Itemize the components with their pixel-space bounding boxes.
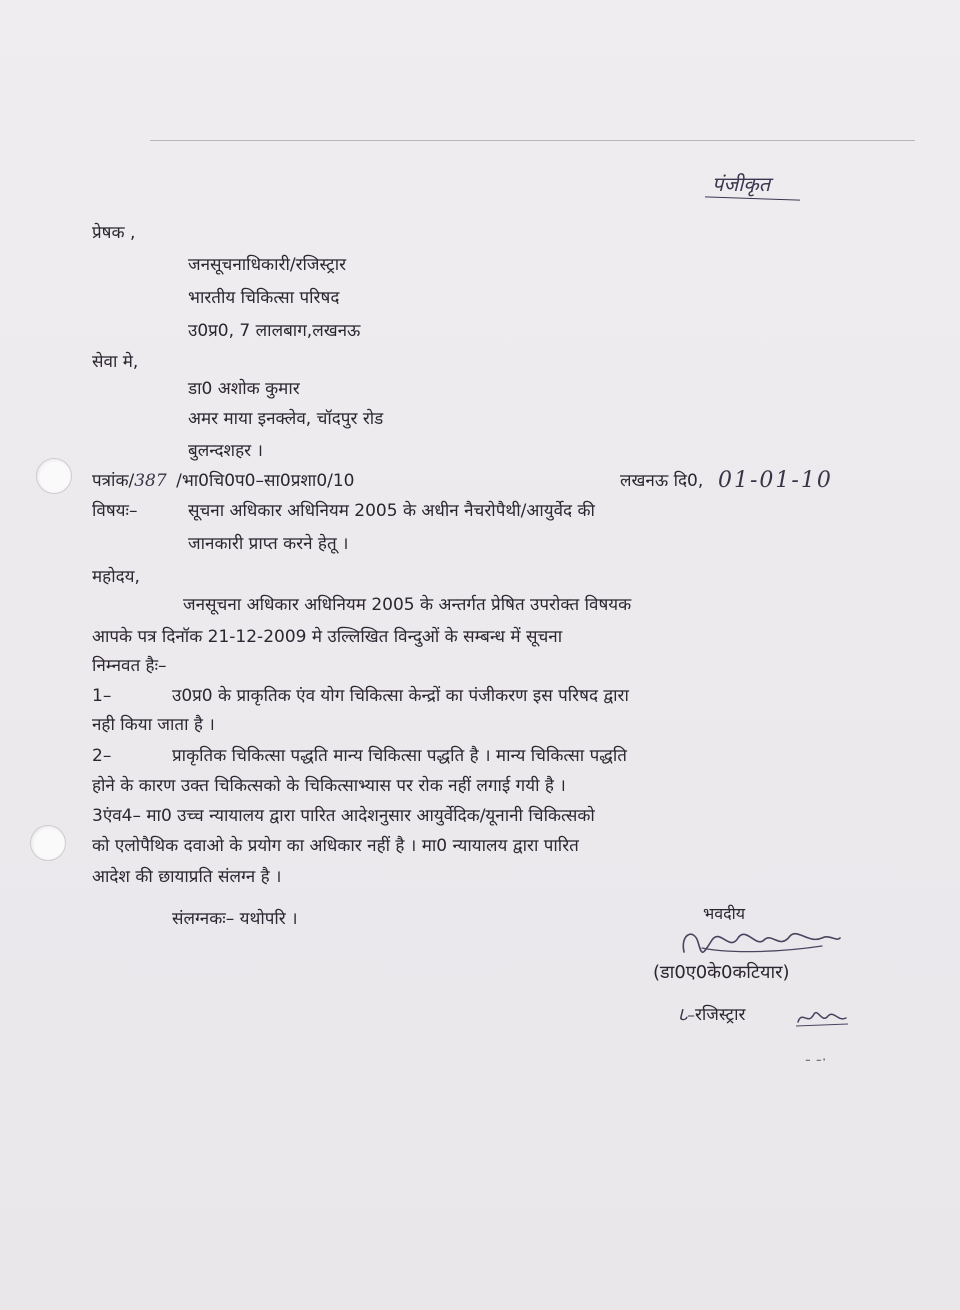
reference-code: /भा0चि0प0–सा0प्रशा0/10 <box>176 471 355 491</box>
item2-line-1: प्राकृतिक चिकित्सा पद्धति मान्य चिकित्सा पद्धति है । मान्य चिकित्सा पद्धति <box>172 746 627 766</box>
item2-number: 2– <box>92 746 112 766</box>
item3-line-1: 3एंव4– मा0 उच्च न्यायालय द्वारा पारित आदेशनुसार आयुर्वेदिक/यूनानी चिकित्सको <box>92 806 595 826</box>
sender-line-2: भारतीय चिकित्सा परिषद <box>188 288 340 308</box>
item1-line-2: नही किया जाता है । <box>92 715 215 735</box>
reference-line <box>92 470 355 492</box>
enclosure: संलग्नकः– यथोपरि । <box>172 909 298 929</box>
signatory-designation: रजिस्ट्रार <box>694 1005 746 1025</box>
registered-stamp: पंजीकृत <box>712 172 771 196</box>
punch-hole-top <box>36 458 72 494</box>
reference-prefix: पत्रांक/ <box>92 471 135 491</box>
closing-yours: भवदीय <box>703 904 746 923</box>
salutation: महोदय, <box>92 567 140 587</box>
place-date-label: लखनऊ दि0, <box>620 471 704 491</box>
para1-line-3: निम्नवत हैः– <box>92 656 167 676</box>
punch-hole-bottom <box>30 825 66 861</box>
initials-scribble <box>794 1004 850 1030</box>
letter-date: 01-01-10 <box>718 468 833 493</box>
recipient-line-3: बुलन्दशहर । <box>188 441 263 461</box>
designation-mark: ᒐ– <box>678 1006 695 1024</box>
reference-number: 387 <box>134 471 167 491</box>
para1-line-2: आपके पत्र दिनॉक 21-12-2009 मे उल्लिखित विन्दुओं के सम्बन्ध में सूचना <box>92 627 563 647</box>
subject-line-2: जानकारी प्राप्त करने हेतू । <box>188 534 349 554</box>
para1-line-1: जनसूचना अधिकार अधिनियम 2005 के अन्तर्गत प्रेषित उपरोक्त विषयक <box>183 595 632 615</box>
sender-line-1: जनसूचनाधिकारी/रजिस्ट्रार <box>188 255 347 275</box>
sender-line-3: उ0प्र0, 7 लालबाग,लखनऊ <box>188 321 361 341</box>
subject-line-1: सूचना अधिकार अधिनियम 2005 के अधीन नैचरोपैथी/आयुर्वेद की <box>188 501 595 521</box>
item3-line-2: को एलोपैथिक दवाओ के प्रयोग का अधिकार नहीं है । मा0 न्यायालय द्वारा पारित <box>92 836 579 856</box>
item1-line-1: उ0प्र0 के प्राकृतिक एंव योग चिकित्सा केन्द्रों का पंजीकरण इस परिषद द्वारा <box>172 686 629 706</box>
recipient-label: सेवा मे, <box>92 352 139 372</box>
signature-scribble <box>672 922 842 962</box>
recipient-line-2: अमर माया इनक्लेव, चॉदपुर रोड <box>188 409 384 429</box>
sender-label: प्रेषक , <box>92 223 136 243</box>
signatory-designation-line <box>678 1004 745 1026</box>
item2-line-2: होने के कारण उक्त चिकित्सको के चिकित्साभ्यास पर रोक नहीं लगाई गयी है । <box>92 776 566 796</box>
item1-number: 1– <box>92 686 112 706</box>
recipient-line-1: डा0 अशोक कुमार <box>188 379 300 399</box>
signatory-name: (डा0ए0के0कटियार) <box>653 962 790 983</box>
subject-label: विषयः– <box>92 501 138 521</box>
ink-dots: - -· <box>805 1050 827 1069</box>
item3-line-3: आदेश की छायाप्रति संलग्न है । <box>92 867 282 887</box>
top-rule <box>150 140 915 141</box>
